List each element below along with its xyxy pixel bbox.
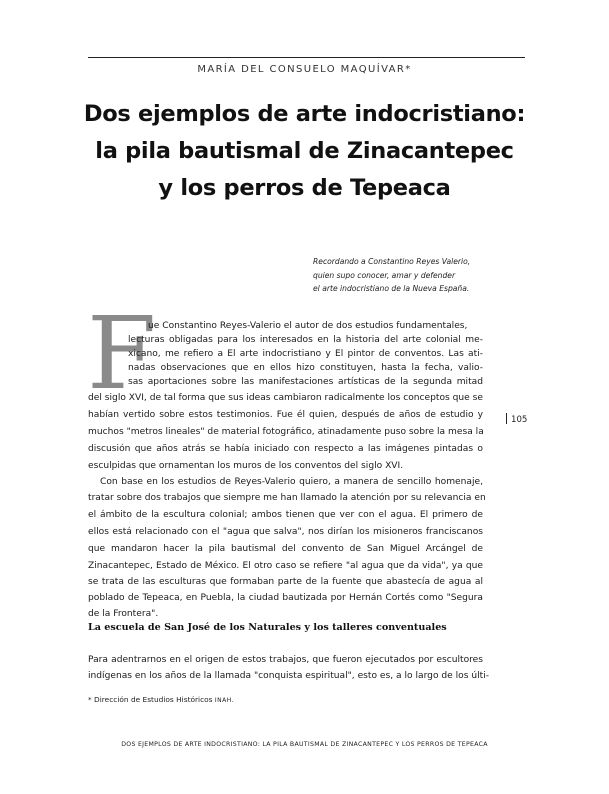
footnote-abbr: INAH. [214, 697, 235, 704]
epigraph [313, 255, 513, 296]
body-line: nadas observaciones que en ellos hizo constituyen, hasta la fecha, valio- [128, 363, 483, 373]
page-number-rule [506, 413, 507, 424]
author-name: MARÍA DEL CONSUELO MAQUÍVAR* [197, 64, 412, 75]
body-line: Zinacantepec, Estado de México. El otro caso se refiere "al agua que da vida", ya que [88, 561, 483, 571]
page-number-value: 105 [511, 415, 528, 425]
footnote-text: * Dirección de Estudios Históricos [88, 695, 213, 704]
body-line: ue Constantino Reyes-Valerio el autor de dos estudios fundamentales, [148, 321, 468, 331]
footnote [88, 695, 234, 704]
article-title [40, 96, 569, 207]
drop-cap: F [87, 295, 157, 412]
section-heading: La escuela de San José de los Naturales y los talleres conventuales [88, 622, 447, 633]
body-line: se trata de las esculturas que formaban parte de la fuente que abastecía de agua al [88, 577, 483, 587]
epigraph-line: Recordando a Constantino Reyes Valerio, [313, 257, 471, 266]
body-line: lecturas obligadas para los interesados en la historia del arte colonial me- [128, 335, 483, 345]
body-line: Para adentrarnos en el origen de estos trabajos, que fueron ejecutados por escultores [88, 655, 483, 665]
title-line: y los perros de Tepeaca [158, 175, 451, 201]
epigraph-line: quien supo conocer, amar y defender [313, 270, 456, 280]
title-line: Dos ejemplos de arte indocristiano: [83, 101, 526, 127]
body-line: indígenas en los años de la llamada "conquista espiritual", esto es, a lo largo de los últi- [88, 671, 490, 681]
header-rule [88, 57, 525, 58]
body-line: tratar sobre dos trabajos que siempre me han llamado la atención por su relevancia en [88, 493, 486, 503]
page-number [506, 413, 527, 425]
body-line: poblado de Tepeaca, en Puebla, la ciudad bautizada por Hernán Cortés como "Segura [88, 593, 483, 603]
body-line: de la Frontera". [88, 609, 159, 619]
body-line: que mandaron hacer la pila bautismal del convento de San Miguel Arcángel de [88, 544, 483, 554]
body-line: el ámbito de la escultura colonial; ambos tienen que ver con el agua. El primero de [88, 510, 483, 520]
body-line: xicano, me refiero a El arte indocristiano y El pintor de conventos. Las ati- [128, 349, 483, 359]
body-line: del siglo XVI, de tal forma que sus ideas cambiaron radicalmente los conceptos que se [88, 393, 484, 403]
body-line: habían vertido sobre estos testimonios. Fue él quien, después de años de estudio y [88, 410, 483, 420]
epigraph-line: el arte indocristiano de la Nueva España. [313, 284, 470, 293]
body-line: sas aportaciones sobre las manifestaciones artísticas de la segunda mitad [128, 377, 483, 387]
body-line: ellos está relacionado con el "agua que salva", nos dirían los misioneros franciscanos [88, 527, 483, 537]
body-line: muchos "metros lineales" de material fotográfico, atinadamente puso sobre la mesa la [88, 427, 484, 437]
body-line: discusión que años atrás se había iniciado con respecto a las imágenes pintadas o [88, 444, 483, 454]
body-line: Con base en los estudios de Reyes-Valerio quiero, a manera de sencillo homenaje, [100, 477, 483, 487]
title-line: la pila bautismal de Zinacantepec [95, 138, 514, 164]
running-footer: DOS EJEMPLOS DE ARTE INDOCRISTIANO: LA PILA BAUTISMAL DE ZINACANTEPEC Y LOS PERROS DE TEPEACA [121, 741, 488, 748]
body-line: esculpidas que ornamentan los muros de los conventos del siglo XVI. [88, 461, 404, 471]
